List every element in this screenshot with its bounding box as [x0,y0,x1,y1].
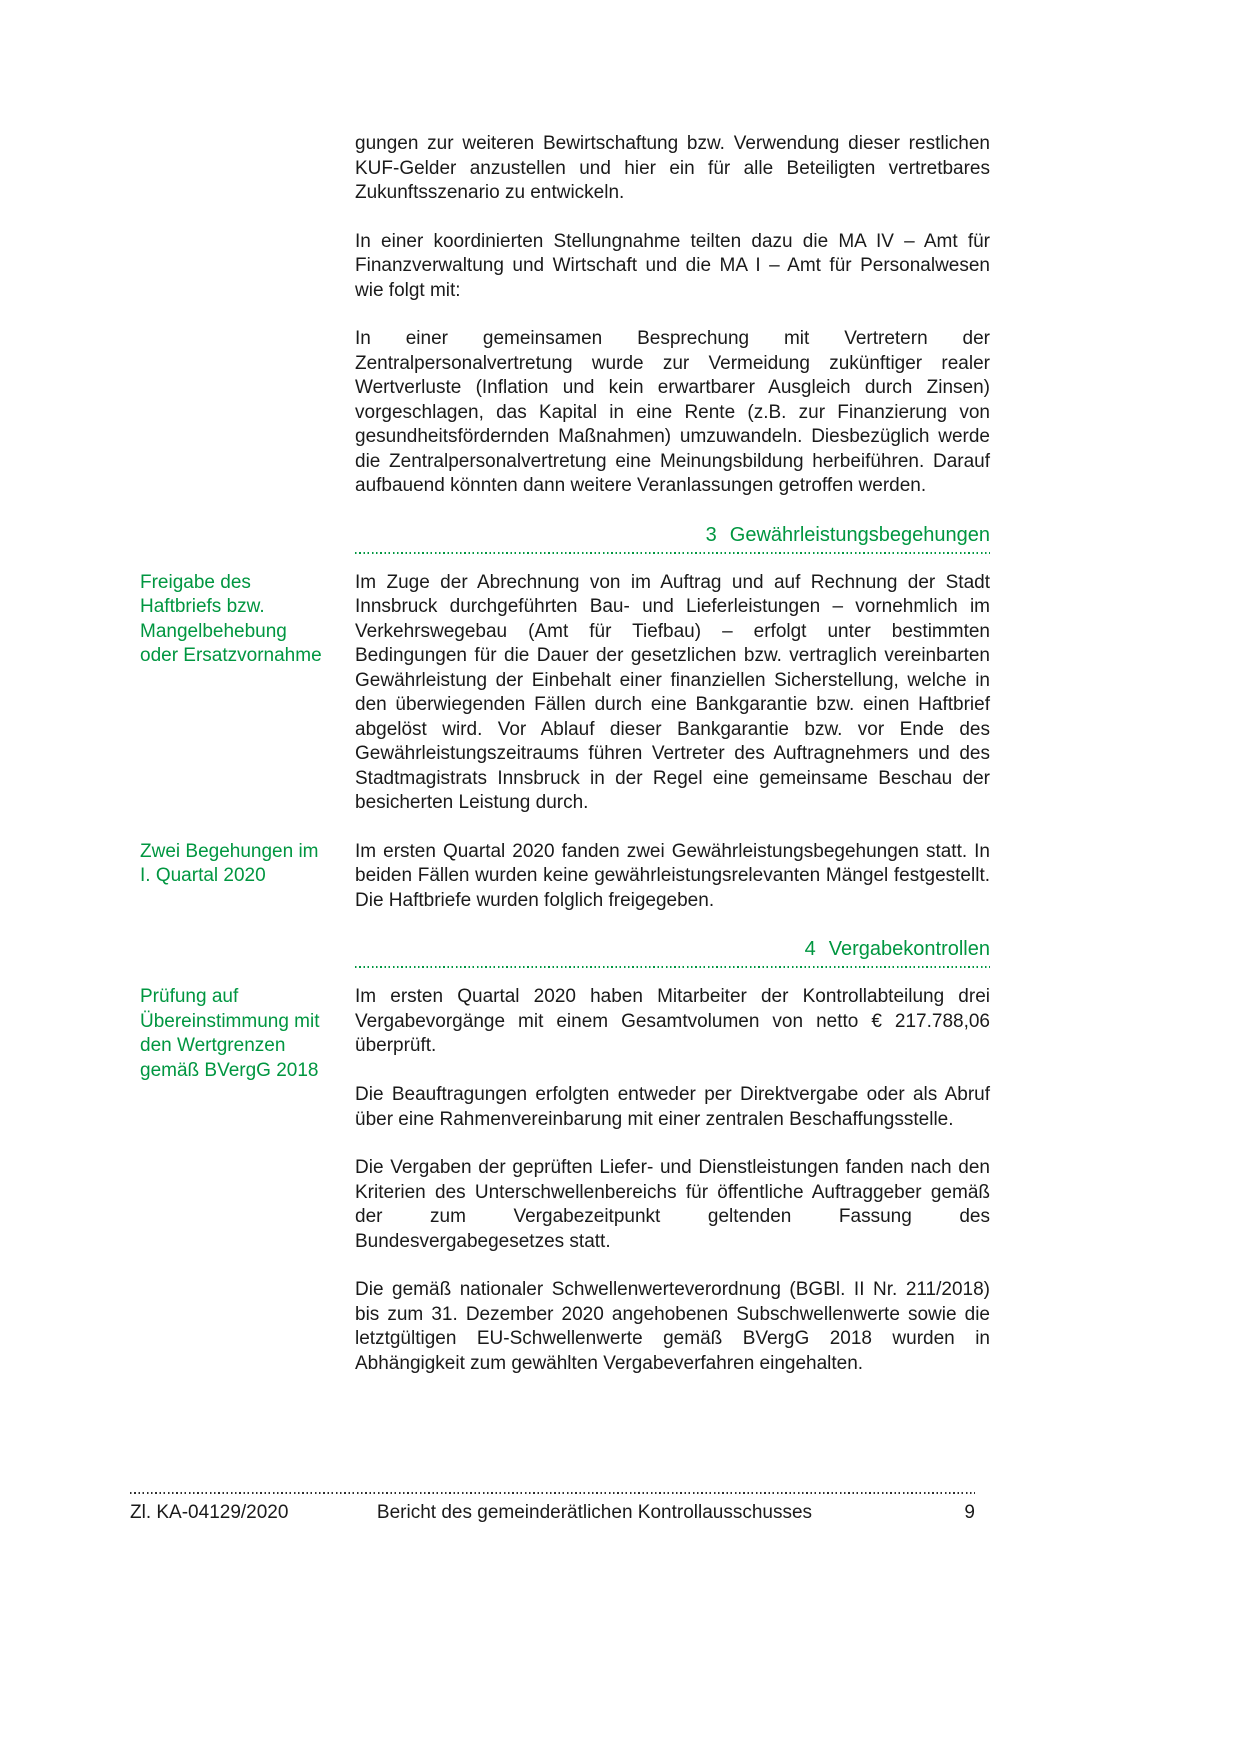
section-title: Vergabekontrollen [828,938,990,960]
section-title: Gewährleistungsbegehungen [729,523,990,546]
section-heading-block [140,937,990,985]
paragraph-block [140,571,990,840]
paragraph-text: Im Zuge der Abrechnung von im Auftrag und auf Rechnung der Stadt Innsbruck durchgeführten Bau- und Lieferleistungen – vornehmlich im Verkehrswegebau (Amt für Tiefbau) – erfolgt unter bestimmten Bedingungen für die Dauer der gesetzlichen bzw. vertraglich vereinbarten Gewährleistung der Einbehalt einer finanziellen Sicherstellung, welche in den überwiegenden Fällen durch eine Bankgarantie bzw. einen Haftbrief abgelöst wird. Vor Ablauf dieser Bankgarantie bzw. vor Ende des Gewährleistungszeitraums führen Vertreter des Auftragnehmers und des Stadtmagistrats Innsbruck in der Regel eine gemeinsame Beschau der besicherten Leistung durch. [355,571,990,813]
paragraph-block [140,1083,990,1156]
paragraph-block [140,230,990,328]
paragraph-block [140,985,990,1083]
heading-dotted-rule [355,552,990,554]
margin-note: Freigabe des Haftbriefs bzw. Mangelbehebung oder Ersatzvornahme [140,571,322,666]
section-number: 3 [705,523,717,546]
paragraph-block [140,132,990,230]
footer-document-title: Bericht des gemeinderätlichen Kontrollausschusses [376,1502,813,1523]
paragraph-block [140,1278,990,1400]
paragraph-text: Die Beauftragungen erfolgten entweder per Direktvergabe oder als Abruf über eine Rahmenvereinbarung mit einer zentralen Beschaffungsstelle. [355,1084,990,1130]
paragraph-text: gungen zur weiteren Bewirtschaftung bzw. Verwendung dieser restlichen KUF-Gelder anzustellen und hier ein für alle Beteiligten vertretbares Zukunftsszenario zu entwickeln. [355,133,990,203]
section-heading [355,523,990,548]
section-heading-wrap [355,523,990,554]
page-footer [130,1492,975,1524]
paragraph-text: Im ersten Quartal 2020 haben Mitarbeiter der Kontrollabteilung drei Vergabevorgänge mit einem Gesamtvolumen von netto € 217.788,06 überprüft. [355,986,990,1056]
section-heading [355,937,990,962]
paragraph-text: Die gemäß nationaler Schwellenwerteverordnung (BGBl. II Nr. 211/2018) bis zum 31. Dezember 2020 angehobenen Subschwellenwerte sowie die letztgültigen EU-Schwellenwerte gemäß BVergG 2018 wurden in Abhängigkeit zum gewählten Vergabeverfahren eingehalten. [355,1279,990,1374]
section-heading-wrap [355,937,990,968]
paragraph-block [140,840,990,938]
paragraph-text: In einer gemeinsamen Besprechung mit Vertretern der Zentralpersonalvertretung wurde zur Vermeidung zukünftiger realer Wertverluste (Inflation und kein erwartbarer Ausgleich durch Zinsen) vorgeschlagen, das Kapital in eine Rente (z.B. zur Finanzierung von gesundheitsfördernden Maßnahmen) umzuwandeln. Diesbezüglich werde die Zentralpersonalvertretung eine Meinungsbildung herbeiführen. Darauf aufbauend könnten dann weitere Veranlassungen getroffen werden. [355,328,990,496]
section-heading-block [140,523,990,571]
paragraph-block [140,1156,990,1278]
paragraph-text: Im ersten Quartal 2020 fanden zwei Gewährleistungsbegehungen statt. In beiden Fällen wurden keine gewährleistungsrelevanten Mängel festgestellt. Die Haftbriefe wurden folglich freigegeben. [355,840,990,911]
footer-dotted-rule [130,1492,975,1494]
paragraph-block [140,327,990,523]
paragraph-text: Die Vergaben der geprüften Liefer- und Dienstleistungen fanden nach den Kriterien des Unterschwellenbereichs für öffentliche Auftraggeber gemäß der zum Vergabezeitpunkt geltenden Fassung des Bundesvergabegesetzes statt. [355,1157,990,1252]
document-content [140,132,990,1400]
footer-row [130,1502,975,1524]
margin-note: Prüfung auf Übereinstimmung mit den Wertgrenzen gemäß BVergG 2018 [140,986,320,1081]
footer-reference: Zl. KA-04129/2020 [130,1502,289,1523]
section-number: 4 [804,938,816,960]
footer-page-number: 9 [964,1502,975,1523]
heading-dotted-rule [355,966,990,968]
margin-note: Zwei Begehungen im I. Quartal 2020 [140,840,319,886]
paragraph-text: In einer koordinierten Stellungnahme teilten dazu die MA IV – Amt für Finanzverwaltung und Wirtschaft und die MA I – Amt für Personalwesen wie folgt mit: [355,230,990,301]
